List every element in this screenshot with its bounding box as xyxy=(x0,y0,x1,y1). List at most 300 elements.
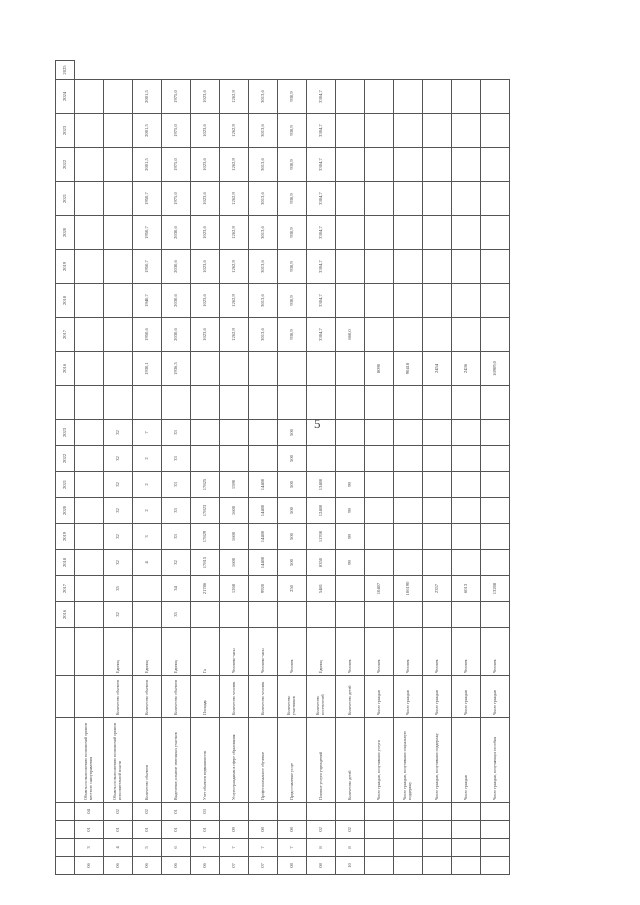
table-cell xyxy=(481,498,510,524)
table-cell xyxy=(452,284,481,318)
table-cell: Число граждан xyxy=(423,676,452,718)
year-header: 2023 xyxy=(56,420,75,446)
table-cell xyxy=(75,628,104,676)
table-cell xyxy=(307,446,336,472)
table-cell xyxy=(75,602,104,628)
table-cell: 33 xyxy=(162,524,191,550)
table-cell xyxy=(394,524,423,550)
year-header: 2022 xyxy=(56,148,75,182)
table-cell: 3304,7 xyxy=(307,80,336,114)
table-cell xyxy=(423,250,452,284)
table-cell xyxy=(336,284,365,318)
table-cell: 2436 xyxy=(452,352,481,386)
table-cell: 8090 xyxy=(365,352,394,386)
table-cell: Человеко-часы xyxy=(220,628,249,676)
table-cell xyxy=(365,318,394,352)
year-header: 2018 xyxy=(56,284,75,318)
table-cell xyxy=(423,446,452,472)
year-header: 2016 xyxy=(56,602,75,628)
table-cell xyxy=(452,250,481,284)
table-cell xyxy=(452,803,481,821)
table-cell: 930,9 xyxy=(278,216,307,250)
table-cell: Человек xyxy=(278,628,307,676)
year-header: 2020 xyxy=(56,216,75,250)
table-cell xyxy=(307,352,336,386)
table-cell xyxy=(75,182,104,216)
table-cell xyxy=(220,446,249,472)
table-cell xyxy=(365,182,394,216)
table-cell: 1023,6 xyxy=(191,182,220,216)
table-cell xyxy=(481,216,510,250)
table-cell xyxy=(394,803,423,821)
table-cell: Число граждан, получивших социальную поддержку xyxy=(394,718,423,803)
table-cell: 500 xyxy=(278,446,307,472)
table-cell xyxy=(336,114,365,148)
table-cell: 500 xyxy=(278,498,307,524)
header-row xyxy=(56,61,75,875)
table-cell: 09 xyxy=(220,821,249,839)
table-cell: 1975,0 xyxy=(162,114,191,148)
year-header: 2020 xyxy=(56,498,75,524)
table-cell: 8350 xyxy=(307,550,336,576)
table-cell: Объекты по выполнению полномочий органов местного самоуправления xyxy=(75,718,104,803)
table-row xyxy=(104,61,133,875)
table-cell: 08 xyxy=(278,857,307,875)
table-cell: Число граждан xyxy=(394,676,423,718)
table-cell: Количество посетителей xyxy=(307,676,336,718)
table-cell xyxy=(481,148,510,182)
table-cell xyxy=(423,182,452,216)
table-cell xyxy=(249,386,278,420)
table-cell xyxy=(481,472,510,498)
table-cell xyxy=(365,498,394,524)
table-cell xyxy=(452,857,481,875)
table-cell xyxy=(452,318,481,352)
table-cell: 500 xyxy=(278,420,307,446)
table-cell: 32 xyxy=(104,446,133,472)
table-cell: 500 xyxy=(278,472,307,498)
table-body xyxy=(56,61,510,875)
table-cell: 99 xyxy=(336,550,365,576)
table-cell: 33 xyxy=(162,420,191,446)
data-table xyxy=(55,60,510,875)
table-cell: Число граждан xyxy=(452,676,481,718)
table-cell xyxy=(452,498,481,524)
table-cell xyxy=(307,386,336,420)
table-cell: 2001,5 xyxy=(133,114,162,148)
table-cell: 1023,6 xyxy=(191,250,220,284)
table-cell: 08 xyxy=(249,821,278,839)
table-cell: 2030,6 xyxy=(162,318,191,352)
table-cell: 06 xyxy=(191,857,220,875)
year-header: 2021 xyxy=(56,472,75,498)
table-cell xyxy=(249,352,278,386)
table-cell xyxy=(75,386,104,420)
table-cell: 99 xyxy=(336,498,365,524)
table-cell: 930,9 xyxy=(278,284,307,318)
table-cell: Число граждан, получивших услуги xyxy=(365,718,394,803)
table-cell: 06 xyxy=(133,857,162,875)
table-cell: 1950,7 xyxy=(133,216,162,250)
table-cell: 01 xyxy=(104,821,133,839)
table-cell: 2030,6 xyxy=(162,216,191,250)
year-header: 2019 xyxy=(56,524,75,550)
table-cell: 2 xyxy=(133,498,162,524)
table-row xyxy=(278,61,307,875)
table-cell xyxy=(481,602,510,628)
table-cell xyxy=(452,80,481,114)
table-cell xyxy=(365,446,394,472)
table-cell xyxy=(336,182,365,216)
table-cell xyxy=(75,676,104,718)
table-cell xyxy=(75,80,104,114)
table-cell xyxy=(75,524,104,550)
table-cell: 250 xyxy=(278,576,307,602)
table-cell xyxy=(336,148,365,182)
table-cell xyxy=(394,857,423,875)
table-cell xyxy=(336,386,365,420)
table-cell xyxy=(191,602,220,628)
table-cell xyxy=(133,386,162,420)
table-cell: 1023,6 xyxy=(191,80,220,114)
table-cell xyxy=(75,420,104,446)
table-cell xyxy=(481,80,510,114)
table-cell: 01 xyxy=(191,821,220,839)
table-cell xyxy=(104,386,133,420)
table-cell: 17815 xyxy=(191,550,220,576)
table-cell: Единиц xyxy=(162,628,191,676)
table-cell xyxy=(104,80,133,114)
table-cell xyxy=(423,148,452,182)
table-cell: 7 xyxy=(133,420,162,446)
table-row xyxy=(452,61,481,875)
table-cell xyxy=(481,857,510,875)
table-cell xyxy=(481,524,510,550)
table-cell xyxy=(423,114,452,148)
table-cell: 3013,6 xyxy=(249,148,278,182)
table-cell: 4 xyxy=(104,839,133,857)
table-cell xyxy=(394,498,423,524)
table-cell: Число граждан, получающих пособия xyxy=(481,718,510,803)
table-cell: 2030,6 xyxy=(162,250,191,284)
table-cell: 35 xyxy=(104,576,133,602)
table-cell xyxy=(423,386,452,420)
table-cell xyxy=(220,386,249,420)
table-cell: 7 xyxy=(220,839,249,857)
table-cell xyxy=(365,250,394,284)
year-header: 2018 xyxy=(56,550,75,576)
table-cell xyxy=(249,420,278,446)
table-cell: Число граждан xyxy=(452,718,481,803)
table-cell: 32 xyxy=(104,498,133,524)
table-cell: Объекты по выполнению полномочий органов исполнительной власти xyxy=(104,718,133,803)
table-cell: 2030,6 xyxy=(162,284,191,318)
table-cell xyxy=(481,446,510,472)
table-cell: 1268 xyxy=(220,576,249,602)
table-cell xyxy=(365,472,394,498)
table-cell xyxy=(75,472,104,498)
table-cell: 1262,9 xyxy=(220,148,249,182)
table-cell: 1600 xyxy=(220,550,249,576)
table-cell xyxy=(75,148,104,182)
table-cell: Услуги гражданам в сфере образования xyxy=(220,718,249,803)
table-cell xyxy=(394,821,423,839)
table-cell xyxy=(75,498,104,524)
year-header: 2024 xyxy=(56,80,75,114)
table-cell xyxy=(365,284,394,318)
table-cell: 3013,6 xyxy=(249,114,278,148)
table-cell xyxy=(191,446,220,472)
table-cell xyxy=(452,524,481,550)
table-cell xyxy=(394,839,423,857)
table-cell: Количество объектов xyxy=(133,718,162,803)
table-cell: 17829 xyxy=(191,524,220,550)
table-cell xyxy=(394,550,423,576)
table-cell: 35 xyxy=(162,602,191,628)
table-cell xyxy=(336,420,365,446)
table-cell xyxy=(249,602,278,628)
table-cell xyxy=(278,386,307,420)
table-cell: 04 xyxy=(75,803,104,821)
table-cell: Число граждан xyxy=(365,676,394,718)
table-cell xyxy=(307,602,336,628)
table-cell: 01 xyxy=(133,821,162,839)
table-cell xyxy=(249,446,278,472)
table-cell: 1023,6 xyxy=(191,114,220,148)
table-cell: 32 xyxy=(104,524,133,550)
table-cell: 1262,9 xyxy=(220,216,249,250)
table-cell: Человеко-часы xyxy=(249,628,278,676)
table-cell xyxy=(394,250,423,284)
table-cell: 9920 xyxy=(249,576,278,602)
table-cell: Платные услуги учреждений xyxy=(307,718,336,803)
table-cell: 14400 xyxy=(249,550,278,576)
table-cell: 1975,0 xyxy=(162,182,191,216)
table-cell xyxy=(278,352,307,386)
table-cell: 1600 xyxy=(220,498,249,524)
table-cell xyxy=(220,420,249,446)
table-cell: 3304,7 xyxy=(307,148,336,182)
table-cell: Количество объектов xyxy=(133,676,162,718)
table-cell: 3013,6 xyxy=(249,250,278,284)
table-cell xyxy=(423,602,452,628)
table-cell xyxy=(423,498,452,524)
table-cell: 14400 xyxy=(249,498,278,524)
table-cell xyxy=(481,839,510,857)
table-cell xyxy=(394,80,423,114)
table-cell xyxy=(481,318,510,352)
table-cell: 17823 xyxy=(191,498,220,524)
table-cell: 6013 xyxy=(452,576,481,602)
table-cell xyxy=(423,284,452,318)
table-cell xyxy=(423,550,452,576)
table-cell xyxy=(75,216,104,250)
table-cell: 01 xyxy=(75,821,104,839)
table-cell xyxy=(394,472,423,498)
table-cell xyxy=(394,420,423,446)
table-cell xyxy=(104,114,133,148)
table-cell xyxy=(104,182,133,216)
table-cell: 5481 xyxy=(307,576,336,602)
table-cell xyxy=(394,148,423,182)
table-cell: Число граждан, получивших поддержку xyxy=(423,718,452,803)
table-cell xyxy=(104,352,133,386)
table-cell xyxy=(365,216,394,250)
table-row xyxy=(423,61,452,875)
table-cell xyxy=(423,472,452,498)
table-cell xyxy=(452,182,481,216)
table-cell xyxy=(394,284,423,318)
table-cell xyxy=(336,602,365,628)
table-cell xyxy=(394,446,423,472)
table-cell: Предоставление услуг xyxy=(278,718,307,803)
table-cell xyxy=(75,114,104,148)
table-cell: 02 xyxy=(336,821,365,839)
table-cell: Площадь xyxy=(191,676,220,718)
table-cell: 8 xyxy=(336,839,365,857)
table-cell xyxy=(452,550,481,576)
table-cell: 6 xyxy=(162,839,191,857)
table-cell: 930,9 xyxy=(278,250,307,284)
table-cell: 3304,7 xyxy=(307,318,336,352)
table-cell: 7 xyxy=(191,839,220,857)
table-cell xyxy=(394,386,423,420)
year-header: 2017 xyxy=(56,318,75,352)
table-cell: 930,9 xyxy=(278,80,307,114)
table-cell: Количество детей xyxy=(336,718,365,803)
table-cell: Человек xyxy=(336,628,365,676)
table-cell: 16909,0 xyxy=(481,352,510,386)
table-cell xyxy=(423,839,452,857)
table-cell: 1600 xyxy=(220,524,249,550)
table-cell: 32 xyxy=(104,420,133,446)
table-cell xyxy=(75,550,104,576)
table-cell: 4 xyxy=(133,550,162,576)
table-cell xyxy=(394,216,423,250)
table-cell: 01 xyxy=(162,803,191,821)
year-header: 2021 xyxy=(56,182,75,216)
table-cell: 33 xyxy=(162,498,191,524)
table-cell xyxy=(365,803,394,821)
table-cell: 33 xyxy=(162,446,191,472)
table-cell: 1262,9 xyxy=(220,284,249,318)
table-cell xyxy=(104,318,133,352)
table-cell: 1023,6 xyxy=(191,216,220,250)
table-cell xyxy=(104,216,133,250)
table-cell: 32 xyxy=(104,602,133,628)
table-cell xyxy=(452,446,481,472)
table-cell xyxy=(220,352,249,386)
table-cell xyxy=(75,576,104,602)
table-cell xyxy=(220,602,249,628)
table-row xyxy=(162,61,191,875)
table-cell: 01 xyxy=(162,821,191,839)
table-cell: Единиц xyxy=(133,628,162,676)
table-cell: 99 xyxy=(336,524,365,550)
table-row xyxy=(365,61,394,875)
table-cell: 1023,6 xyxy=(191,148,220,182)
table-cell: 07 xyxy=(249,857,278,875)
table-cell: Единиц xyxy=(307,628,336,676)
table-cell xyxy=(452,821,481,839)
table-cell xyxy=(452,114,481,148)
table-cell xyxy=(191,386,220,420)
table-cell: Количество участников xyxy=(278,676,307,718)
table-cell: Профессиональное обучение xyxy=(249,718,278,803)
table-cell: 03 xyxy=(191,803,220,821)
table-cell xyxy=(481,821,510,839)
table-row xyxy=(133,61,162,875)
table-cell: 3304,7 xyxy=(307,182,336,216)
table-cell xyxy=(336,576,365,602)
table-cell: 1262,9 xyxy=(220,318,249,352)
table-cell xyxy=(75,446,104,472)
table-cell xyxy=(307,803,336,821)
table-cell: 1975,0 xyxy=(162,80,191,114)
table-cell: 32 xyxy=(104,472,133,498)
table-cell: 3 xyxy=(75,839,104,857)
table-cell xyxy=(336,250,365,284)
table-cell xyxy=(423,524,452,550)
year-header: 2022 xyxy=(56,446,75,472)
table-cell: 3304,7 xyxy=(307,114,336,148)
table-cell xyxy=(452,386,481,420)
table-cell xyxy=(394,182,423,216)
table-cell xyxy=(104,284,133,318)
table-cell xyxy=(336,80,365,114)
table-cell: 1262,9 xyxy=(220,250,249,284)
table-cell xyxy=(481,284,510,318)
table-cell xyxy=(423,821,452,839)
table-cell xyxy=(481,550,510,576)
table-cell: 02 xyxy=(104,803,133,821)
table-cell xyxy=(365,857,394,875)
table-cell: 02 xyxy=(307,821,336,839)
table-cell: 930,9 xyxy=(278,148,307,182)
table-cell: 3013,6 xyxy=(249,80,278,114)
table-cell: 02 xyxy=(133,803,162,821)
table-cell xyxy=(365,80,394,114)
table-cell: 32 xyxy=(162,550,191,576)
table-cell: Человек xyxy=(452,628,481,676)
table-cell: 5 xyxy=(133,839,162,857)
table-cell: 2001,5 xyxy=(133,148,162,182)
table-row xyxy=(75,61,104,875)
table-cell: 2454 xyxy=(423,352,452,386)
table-cell: 2 xyxy=(133,446,162,472)
table-cell: 07 xyxy=(220,857,249,875)
table-cell xyxy=(75,352,104,386)
table-cell: Учет объектов недвижимости xyxy=(191,718,220,803)
table-cell: Человек xyxy=(394,628,423,676)
table-cell xyxy=(191,352,220,386)
table-cell: Количество объектов xyxy=(162,676,191,718)
table-cell: 1262,9 xyxy=(220,80,249,114)
table-cell xyxy=(133,576,162,602)
table-cell xyxy=(394,318,423,352)
table-cell xyxy=(394,602,423,628)
table-row xyxy=(336,61,365,875)
table-cell: 1590 xyxy=(220,472,249,498)
table-cell: 930,9 xyxy=(278,182,307,216)
table-cell xyxy=(365,420,394,446)
table-cell: Человек xyxy=(481,628,510,676)
table-cell: 1950,7 xyxy=(133,250,162,284)
table-cell: 500 xyxy=(278,550,307,576)
table-cell xyxy=(423,420,452,446)
table-cell xyxy=(249,803,278,821)
table-cell: 14400 xyxy=(249,472,278,498)
